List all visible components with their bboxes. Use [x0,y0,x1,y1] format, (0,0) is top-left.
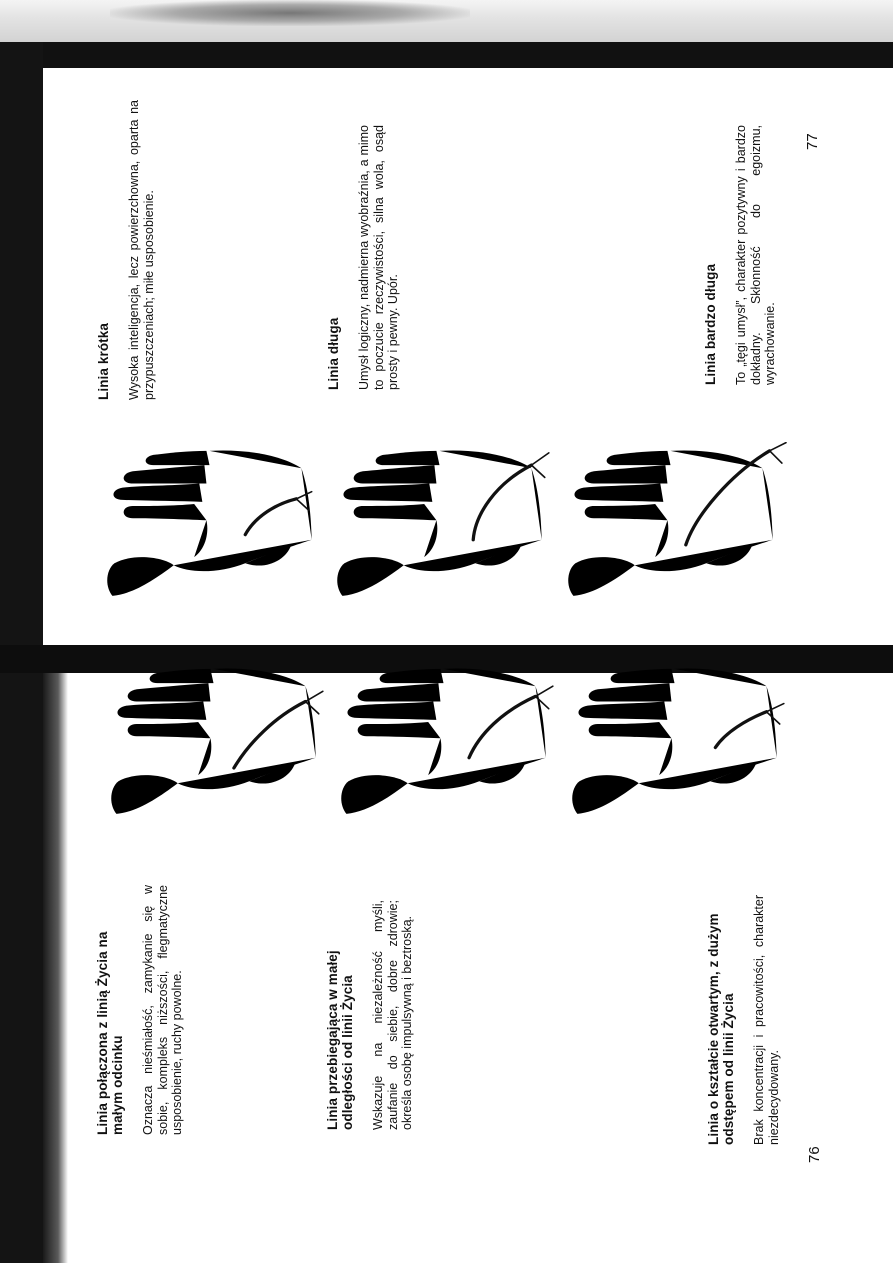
hand-illustration-short [92,442,327,622]
entry-short-line [96,100,156,400]
entry-heading: Linia krótka [96,323,111,400]
entry-heading: Linia bardzo długa [703,263,718,385]
page-number-77: 77 [804,133,821,150]
scan-fold-shadow [110,0,470,26]
hand-illustration-very-long [553,442,788,622]
entry-heading: Linia o kształcie otwartym, z dużym odstępem od linii Życia [706,913,736,1145]
gutter-shadow [43,673,68,1263]
hand-illustration-long [322,442,557,622]
entry-text: Brak koncentracji i pracowitości, charakter niezdecydowany. [752,895,781,1145]
entry-open-shape [706,895,781,1145]
hand-illustration-joined [96,660,331,840]
entry-heading: Linia długa [326,317,341,390]
page-number-76: 76 [806,1146,823,1163]
entry-very-long-line [703,125,778,385]
entry-heading: Linia połączona z linią Życia na małym odcinku [95,931,125,1135]
entry-text: Umysł logiczny, nadmierna wyobraźnia, a mimo to poczucie rzeczywistości, silna wola, osąd prosty i pewny. Upór. [357,125,400,390]
entry-text: Oznacza nieśmiałość, zamykanie się w sobie, kompleks niższości, flegmatyczne usposobienie, ruchy powolne. [141,885,184,1135]
entry-text: Wskazuje na niezależność myśli, zaufanie do siebie, dobre zdrowie; określa osobę impulsywną i beztroską. [371,900,414,1130]
entry-text: To „tęgi umysł”, charakter pozytywny i bardzo dokładny. Skłonność do egoizmu, wyrachowanie. [734,125,777,385]
entry-text: Wysoka inteligencja, lecz powierzchowna, oparta na przypuszczeniach; miłe usposobienie. [127,100,156,400]
entry-small-gap [325,900,415,1130]
entry-heading: Linia przebiegająca w małej odległości od linii Życia [325,950,355,1130]
entry-long-line [326,125,401,390]
scan-binding-bar [0,42,893,68]
entry-joined-short [95,885,185,1135]
hand-illustration-small-gap [326,660,561,840]
hand-illustration-open [557,660,792,840]
